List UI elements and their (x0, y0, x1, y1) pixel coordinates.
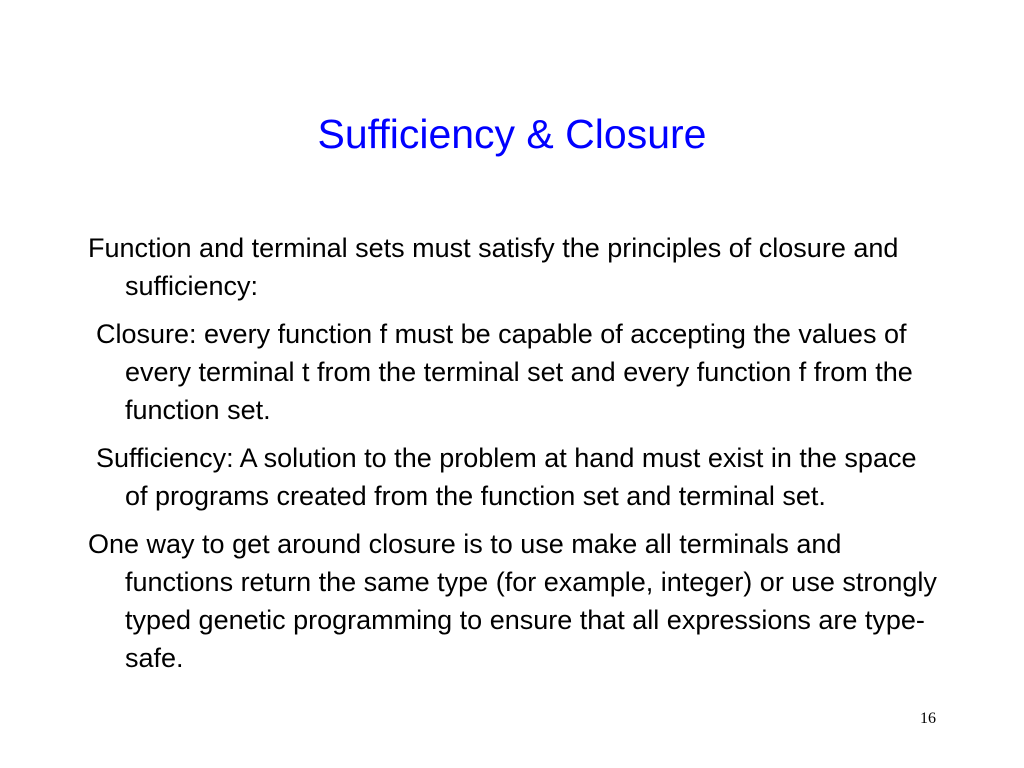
paragraph-sufficiency: Sufficiency: A solution to the problem at hand must exist in the space of programs created from the function set and terminal set. (96, 443, 917, 511)
slide-body (88, 229, 938, 687)
paragraph-closure: Closure: every function f must be capable of accepting the values of every terminal t from the terminal set and every function f from the function set. (96, 319, 913, 425)
page-number: 16 (920, 710, 936, 727)
paragraph-workaround: One way to get around closure is to use make all terminals and functions return the same type (for example, integer) or use strongly typed genetic programming to ensure that all expressions are type-safe. (88, 529, 937, 673)
paragraph-intro: Function and terminal sets must satisfy the principles of closure and sufficiency: (88, 233, 899, 301)
slide-title: Sufficiency & Closure (317, 111, 707, 157)
